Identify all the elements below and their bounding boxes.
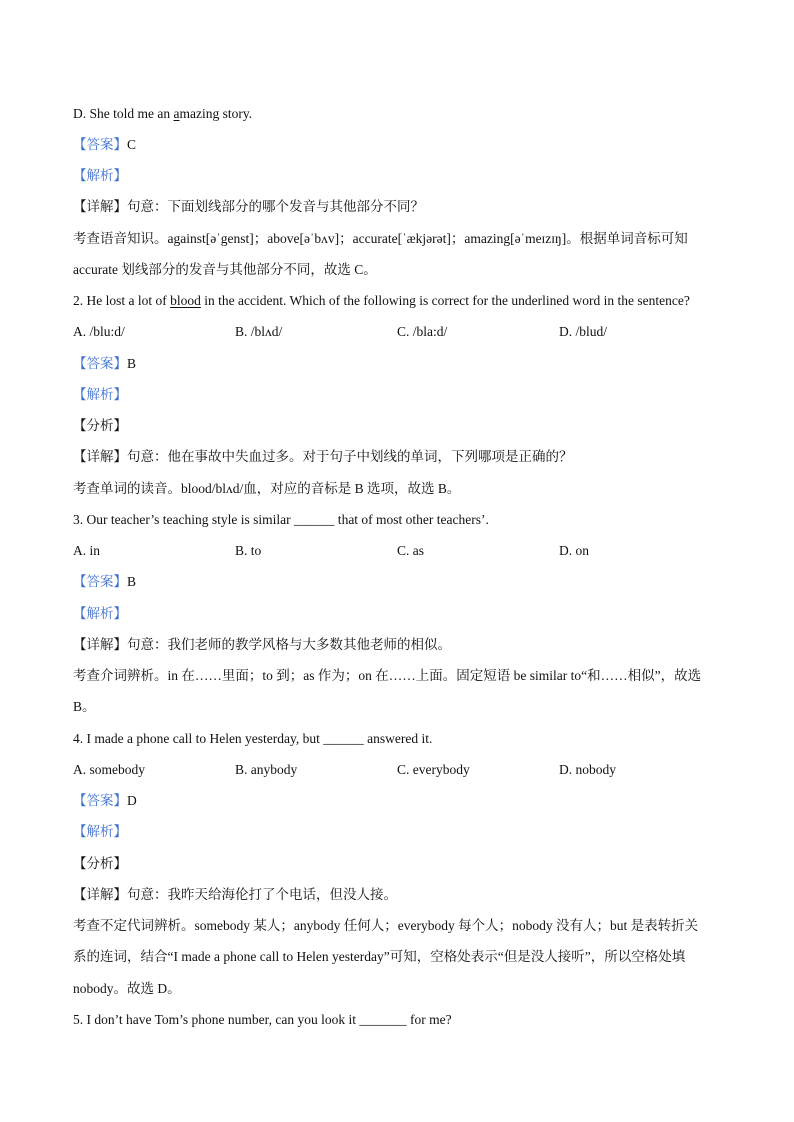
q4-stem: 4. I made a phone call to Helen yesterday, but ______ answered it. [73,730,433,746]
answer-label: 【答案】 [73,574,127,590]
q4-option-d: D. nobody [559,761,616,777]
q1-detail: 句意：下面划线部分的哪个发音与其他部分不同？ [127,199,424,215]
answer-label: 【答案】 [73,793,127,808]
q3-answer: B [127,574,137,590]
analysis-label: 【解析】 [73,168,127,183]
q3-answer-line [73,566,743,597]
q4-answer: D [127,793,137,808]
q2-detail-line [73,441,743,472]
q2-answer-line [73,348,743,379]
q3-options [73,535,743,566]
q4-option-b: B. anybody [235,761,298,777]
q1-option-d-underlined: a [173,105,180,121]
q4-explanation-1: 考查不定代词辨析。somebody 某人；anybody 任何人；everybody 每个人；nobody 没有人；but 是表转折关 [73,918,699,933]
q2-stem-underlined: blood [170,293,201,308]
q2-option-d: D. /blud/ [559,324,608,340]
document-content [73,98,743,1036]
breakdown-label: 【分析】 [73,418,127,433]
q1-option-d-text: D. She told me an [73,105,174,121]
q2-option-a: A. /blu:d/ [73,324,125,340]
q1-analysis-line [73,160,743,191]
q3-explanation-2: B。 [73,699,96,715]
detail-label: 【详解】 [73,199,127,215]
q4-analysis-line [73,816,743,847]
q4-option-c: C. everybody [397,761,470,777]
detail-label: 【详解】 [73,449,127,465]
q3-explanation-1: 考查介词辨析。in 在……里面；to 到；as 作为；on 在……上面。固定短语 be similar to“和……相似”，故选 [73,668,702,683]
answer-label: 【答案】 [73,136,127,152]
detail-label: 【详解】 [73,886,127,902]
q3-stem: 3. Our teacher’s teaching style is similar ______ that of most other teachers’. [73,511,489,527]
q2-detail: 句意：他在事故中失血过多。对于句子中划线的单词，下列哪项是正确的？ [127,449,573,465]
q4-detail: 句意：我昨天给海伦打了个电话，但没人接。 [127,886,397,902]
q3-option-d: D. on [559,543,589,558]
analysis-label: 【解析】 [73,605,127,621]
q4-explanation-2: 系的连词，结合“I made a phone call to Helen yesterday”可知，空格处表示“但是没人接听”，所以空格处填 [73,949,686,965]
q2-option-c: C. /bla:d/ [397,324,448,340]
q2-option-b: B. /blʌd/ [235,324,283,340]
q1-detail-line [73,191,743,222]
q4-detail-line [73,879,743,910]
q2-options [73,316,743,347]
q1-explanation-1: 考查语音知识。against[əˈgenst]；above[əˈbʌv]；accurate[ˈækjərət]；amazing[əˈmeɪzɪŋ]。根据单词音标可知 [73,230,688,246]
q4-breakdown-line [73,848,743,879]
q4-option-a: A. somebody [73,761,145,777]
q3-option-b: B. to [235,543,262,558]
q3-detail: 句意：我们老师的教学风格与大多数其他老师的相似。 [127,636,451,652]
q2-explanation-1: 考查单词的读音。blood/blʌd/血，对应的音标是 B 选项，故选 B。 [73,480,461,496]
breakdown-label: 【分析】 [73,855,127,871]
q3-option-a: A. in [73,543,100,558]
answer-label: 【答案】 [73,355,127,371]
q1-explanation-2: accurate 划线部分的发音与其他部分不同，故选 C。 [73,261,377,277]
q2-analysis-line [73,379,743,410]
detail-label: 【详解】 [73,636,127,652]
q2-stem [73,285,743,316]
q1-option-d [73,98,743,129]
q4-options [73,754,743,785]
q5-stem: 5. I don’t have Tom’s phone number, can you look it _______ for me? [73,1011,452,1027]
analysis-label: 【解析】 [73,386,127,402]
q2-breakdown-line [73,410,743,441]
q4-answer-line [73,785,743,816]
q3-option-c: C. as [397,543,424,558]
q3-detail-line [73,629,743,660]
q2-stem-text-end: in the accident. Which of the following is correct for the underlined word in the sentence? [200,293,690,308]
q4-explanation-3: nobody。故选 D。 [73,980,181,996]
q2-stem-text: 2. He lost a lot of [73,293,171,308]
q3-analysis-line [73,598,743,629]
q1-answer: C [127,136,137,152]
q2-answer: B [127,355,137,371]
q1-option-d-text-end: mazing story. [179,105,253,121]
q1-answer-line [73,129,743,160]
analysis-label: 【解析】 [73,824,127,840]
